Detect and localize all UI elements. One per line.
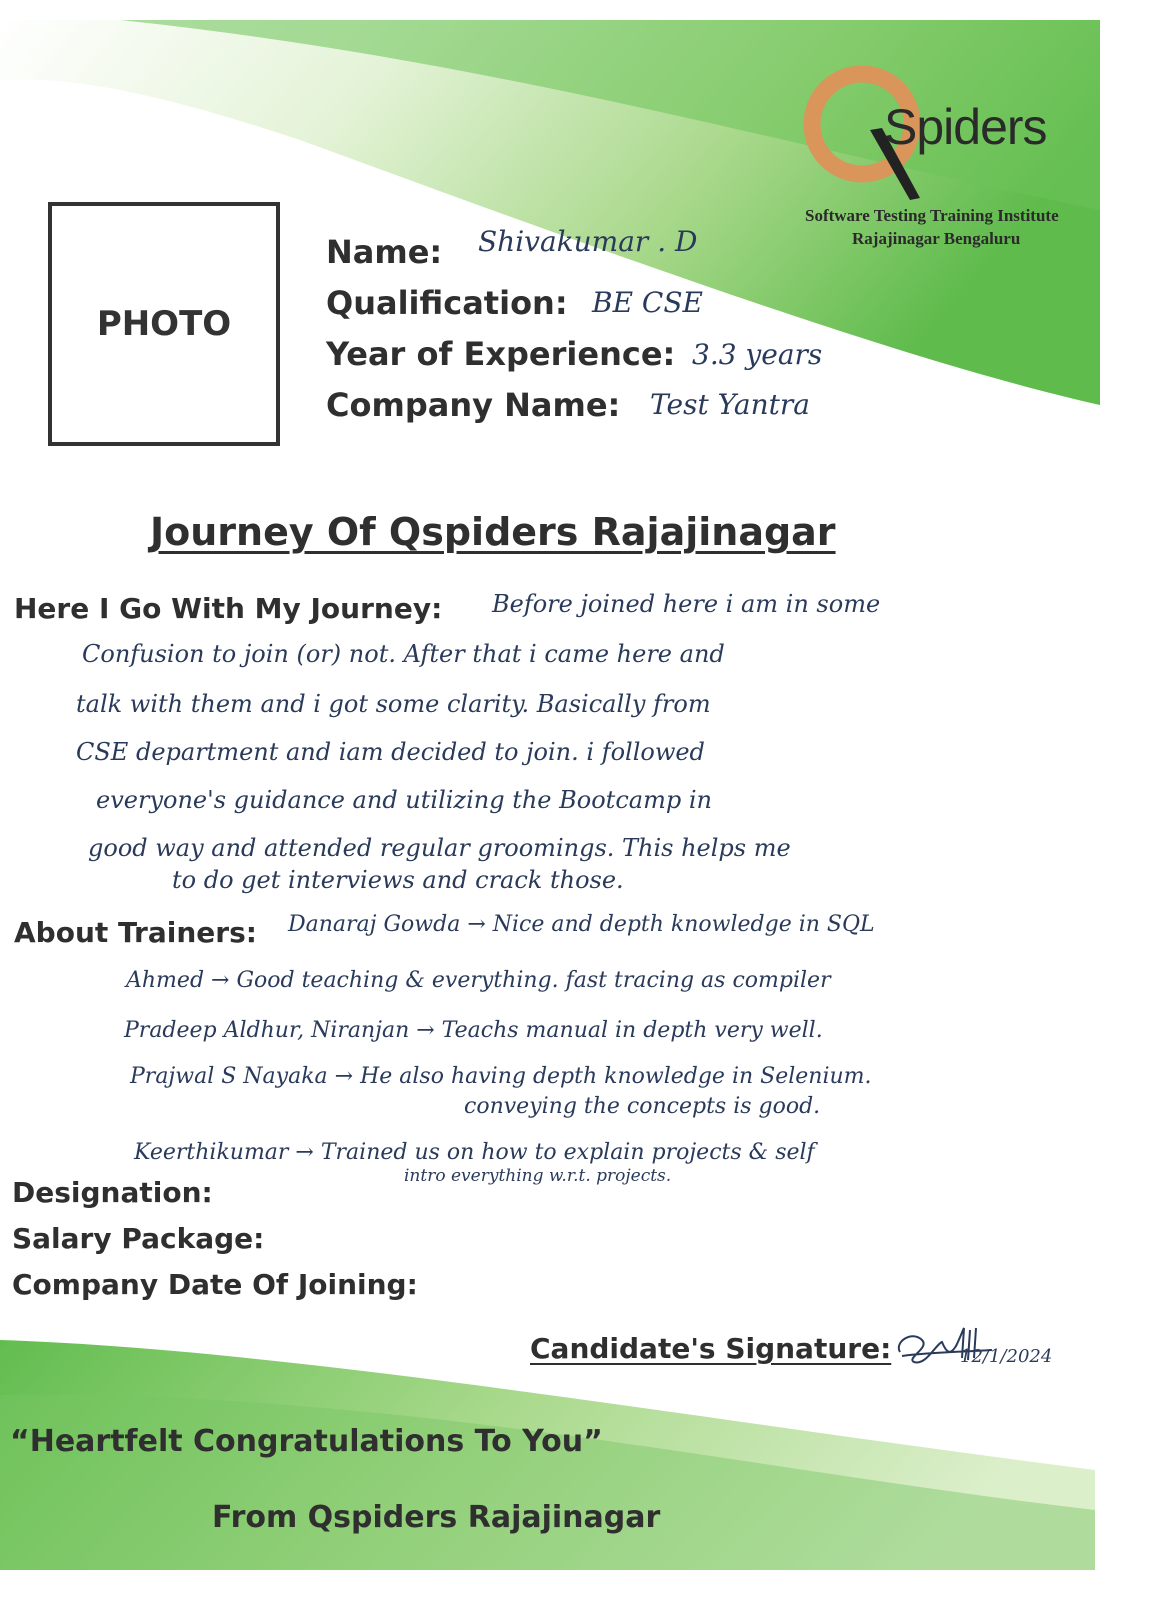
qualification-value: BE CSE [592,286,703,319]
salary-label: Salary Package: [12,1222,265,1255]
trainer-line: Danaraj Gowda → Nice and depth knowledge in SQL [288,912,875,937]
photo-label: PHOTO [96,304,232,344]
name-value: Shivakumar . D [478,225,698,258]
journey-line: Before joined here i am in some [492,590,881,618]
journey-line: CSE department and iam decided to join. i followed [76,738,705,766]
signature-date: 12/1/2024 [960,1346,1053,1367]
trainer-line: Keerthikumar → Trained us on how to explain projects & self [134,1140,815,1165]
trainer-line: Ahmed → Good teaching & everything. fast tracing as compiler [126,968,831,993]
logo-location: Rajajinagar Bengaluru [852,229,1021,248]
experience-label: Year of Experience: [326,335,676,373]
logo-tagline: Software Testing Training Institute [805,206,1059,225]
trainers-label: About Trainers: [14,916,257,949]
name-label: Name: [326,233,443,271]
experience-value: 3.3 years [692,338,823,371]
company-value: Test Yantra [650,388,810,421]
photo-placeholder [48,202,280,446]
signature-label: Candidate's Signature: [530,1332,892,1365]
from-text: From Qspiders Rajajinagar [212,1500,661,1535]
joining-date-label: Company Date Of Joining: [12,1268,418,1301]
company-label: Company Name: [326,386,621,424]
journey-line: Confusion to join (or) not. After that i came here and [82,640,725,668]
trainer-line: Pradeep Aldhur, Niranjan → Teachs manual in depth very well. [124,1018,823,1043]
journey-line: to do get interviews and crack those. [172,866,624,894]
trainer-line: Prajwal S Nayaka → He also having depth knowledge in Selenium. [130,1064,872,1089]
journey-line: everyone's guidance and utilizing the Bootcamp in [96,786,712,814]
congratulations-text: “Heartfelt Congratulations To You” [10,1424,603,1459]
designation-label: Designation: [12,1176,213,1209]
journey-label: Here I Go With My Journey: [14,592,443,625]
journey-line: good way and attended regular groomings. This helps me [88,834,791,862]
trainer-line: intro everything w.r.t. projects. [404,1166,672,1186]
page-title: Journey Of Qspiders Rajajinagar [150,510,836,554]
trainer-line: conveying the concepts is good. [464,1094,821,1119]
journey-line: talk with them and i got some clarity. Basically from [76,690,711,718]
qualification-label: Qualification: [326,284,568,322]
logo-brand: Spiders [884,99,1047,155]
